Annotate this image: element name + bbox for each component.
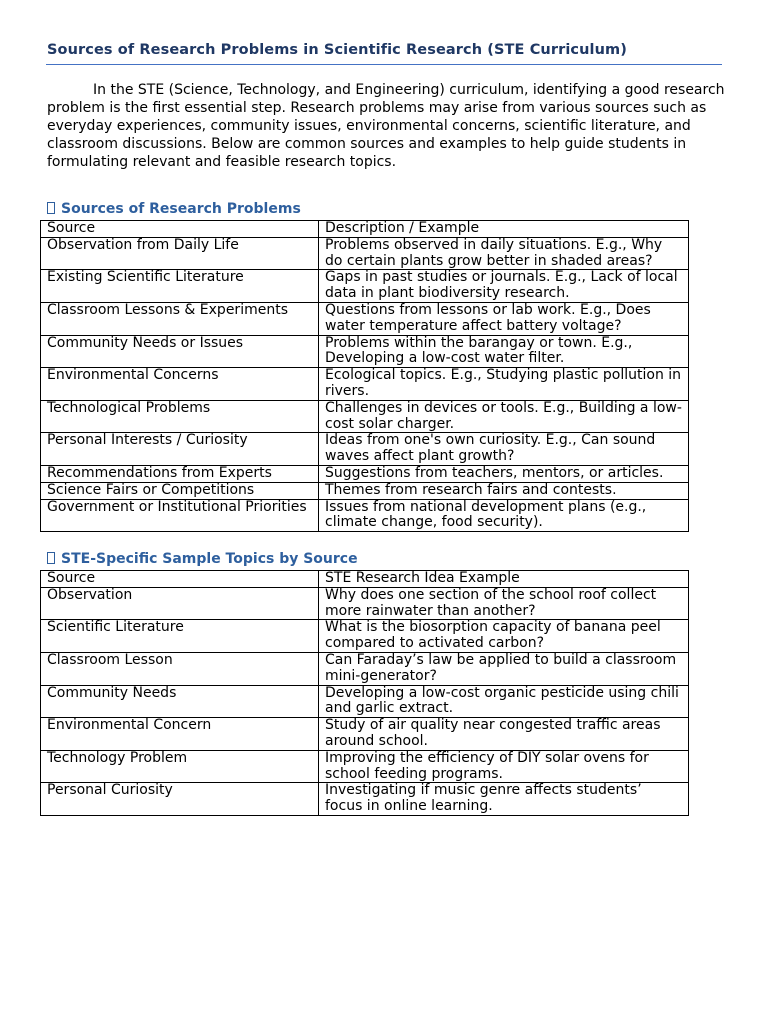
source-cell: Environmental Concern [41,718,319,751]
description-cell: Problems observed in daily situations. E.g., Why do certain plants grow better in shaded areas? [319,237,689,270]
topics-heading-text: STE-Specific Sample Topics by Source [61,551,358,567]
title-underline [46,64,722,65]
table-header-row [41,221,689,238]
table-row [41,499,689,532]
source-cell: Recommendations from Experts [41,465,319,482]
description-cell: Problems within the barangay or town. E.g., Developing a low-cost water filter. [319,335,689,368]
source-cell: Existing Scientific Literature [41,270,319,303]
description-cell: Themes from research fairs and contests. [319,482,689,499]
table-row [41,302,689,335]
intro-paragraph [47,81,727,171]
source-cell: Classroom Lesson [41,652,319,685]
source-cell: Science Fairs or Competitions [41,482,319,499]
description-cell: Ideas from one's own curiosity. E.g., Can sound waves affect plant growth? [319,433,689,466]
idea-cell: Investigating if music genre affects students’ focus in online learning. [319,783,689,816]
box-icon [47,552,55,564]
source-cell: Observation from Daily Life [41,237,319,270]
description-cell: Questions from lessons or lab work. E.g., Does water temperature affect battery voltage? [319,302,689,335]
idea-cell: What is the biosorption capacity of banana peel compared to activated carbon? [319,620,689,653]
sources-heading [47,201,301,217]
table-row [41,620,689,653]
intro-text: In the STE (Science, Technology, and Engineering) curriculum, identifying a good research problem is the first essential step. Research problems may arise from various sources such as everyday experiences, community issues, environmental concerns, scientific literature, and classroom discussions. Below are common sources and examples to help guide students in formulating relevant and feasible research topics. [47,82,725,170]
source-cell: Personal Curiosity [41,783,319,816]
source-cell: Scientific Literature [41,620,319,653]
box-icon [47,202,55,214]
header-cell-source: Source [41,221,319,238]
table-row [41,783,689,816]
sources-heading-text: Sources of Research Problems [61,201,301,217]
sources-table [40,220,689,532]
source-cell: Environmental Concerns [41,368,319,401]
table-row [41,368,689,401]
topics-heading [47,551,358,567]
description-cell: Issues from national development plans (e.g., climate change, food security). [319,499,689,532]
header-cell-source: Source [41,571,319,588]
source-cell: Technology Problem [41,750,319,783]
table-row [41,685,689,718]
source-cell: Community Needs [41,685,319,718]
table-row [41,587,689,620]
source-cell: Observation [41,587,319,620]
topics-table [40,570,689,816]
table-row [41,652,689,685]
description-cell: Gaps in past studies or journals. E.g., Lack of local data in plant biodiversity research. [319,270,689,303]
description-cell: Suggestions from teachers, mentors, or articles. [319,465,689,482]
table-row [41,237,689,270]
table-row [41,750,689,783]
description-cell: Ecological topics. E.g., Studying plastic pollution in rivers. [319,368,689,401]
idea-cell: Can Faraday’s law be applied to build a classroom mini-generator? [319,652,689,685]
description-cell: Challenges in devices or tools. E.g., Building a low-cost solar charger. [319,400,689,433]
table-row [41,400,689,433]
table-header-row [41,571,689,588]
idea-cell: Study of air quality near congested traffic areas around school. [319,718,689,751]
table-row [41,482,689,499]
table-row [41,335,689,368]
table-row [41,433,689,466]
source-cell: Technological Problems [41,400,319,433]
table-row [41,270,689,303]
table-row [41,718,689,751]
source-cell: Classroom Lessons & Experiments [41,302,319,335]
document-title: Sources of Research Problems in Scientific Research (STE Curriculum) [47,42,627,58]
idea-cell: Developing a low-cost organic pesticide using chili and garlic extract. [319,685,689,718]
idea-cell: Improving the efficiency of DIY solar ovens for school feeding programs. [319,750,689,783]
idea-cell: Why does one section of the school roof collect more rainwater than another? [319,587,689,620]
header-cell-description: Description / Example [319,221,689,238]
source-cell: Community Needs or Issues [41,335,319,368]
source-cell: Government or Institutional Priorities [41,499,319,532]
source-cell: Personal Interests / Curiosity [41,433,319,466]
table-row [41,465,689,482]
header-cell-idea: STE Research Idea Example [319,571,689,588]
